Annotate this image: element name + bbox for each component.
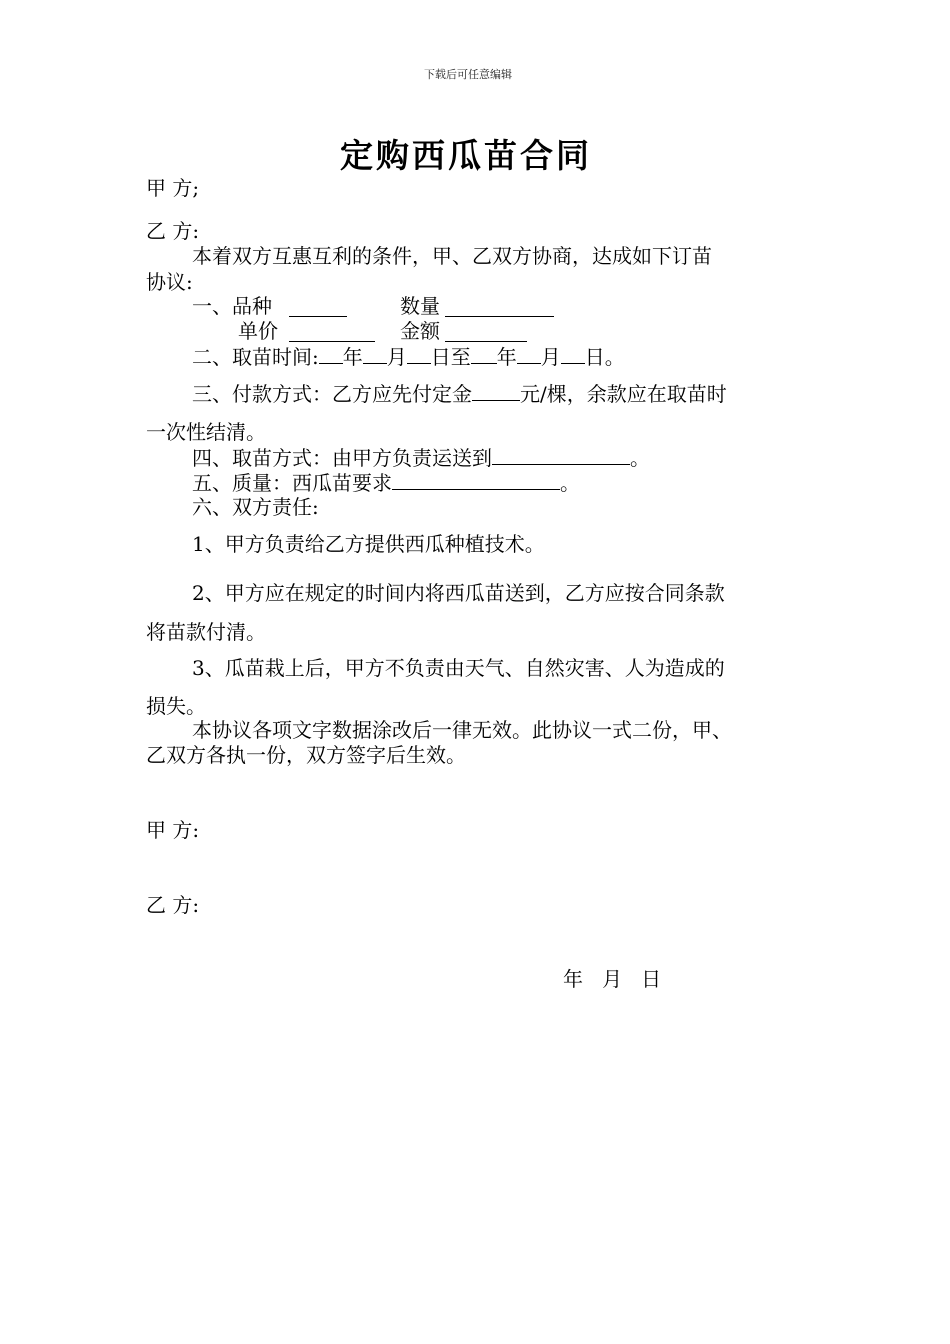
- item6-heading: 六、双方责任:: [192, 495, 319, 519]
- quality-label: 五、质量：西瓜苗要求: [192, 471, 392, 495]
- amount-label: 金额: [400, 319, 440, 343]
- signature-date: 年 月 日: [563, 967, 662, 991]
- payment-label: 三、付款方式：乙方应先付定金: [192, 382, 472, 406]
- item5-line: [192, 471, 580, 495]
- day-end-label: 日。: [584, 345, 625, 369]
- variety-label: 品种: [232, 294, 272, 318]
- quantity-label: 数量: [400, 294, 440, 318]
- year-blank-1: [319, 345, 343, 364]
- intro-line-2: 协议:: [146, 270, 193, 294]
- quality-end: 。: [560, 471, 580, 495]
- month-blank-1: [363, 345, 387, 364]
- quantity-blank: [445, 298, 554, 317]
- day-to-label: 日至: [430, 345, 471, 369]
- month-label-2: 月: [540, 345, 561, 369]
- item3-line-2: 一次性结清。: [146, 420, 266, 444]
- duty-2-line-1: 2、甲方应在规定的时间内将西瓜苗送到，乙方应按合同条款: [192, 581, 725, 605]
- pickup-time-label: 二、取苗时间:: [192, 345, 319, 369]
- unit-price-label: 单价: [238, 319, 278, 343]
- month-label-1: 月: [386, 345, 407, 369]
- duty-3-line-1: 3、瓜苗栽上后，甲方不负责由天气、自然灾害、人为造成的: [192, 656, 725, 680]
- duty-3-line-2: 损失。: [146, 694, 206, 718]
- delivery-end: 。: [630, 446, 650, 470]
- day-blank-2: [561, 345, 585, 364]
- item4-line: [192, 446, 650, 470]
- unit-price-blank: [289, 323, 375, 342]
- closing-line-1: 本协议各项文字数据涂改后一律无效。此协议一式二份，甲、: [192, 718, 732, 742]
- duty-2-line-2: 将苗款付清。: [146, 620, 266, 644]
- delivery-label: 四、取苗方式：由甲方负责运送到: [192, 446, 492, 470]
- signature-party-a: 甲 方:: [146, 818, 200, 842]
- payment-unit: 元/棵，余款应在取苗时: [520, 382, 727, 406]
- party-a-label: 甲 方;: [146, 176, 200, 200]
- item1-number: 一、: [192, 294, 232, 318]
- item2-line: [192, 345, 625, 369]
- year-label-2: 年: [496, 345, 517, 369]
- item1-row1: [192, 294, 272, 318]
- quality-blank: [392, 471, 560, 490]
- month-blank-2: [517, 345, 541, 364]
- document-title: 定购西瓜苗合同: [340, 136, 592, 175]
- year-blank-2: [471, 345, 497, 364]
- page-header: 下载后可任意编辑: [424, 68, 512, 81]
- item3-line-1: [192, 382, 727, 406]
- closing-line-2: 乙双方各执一份，双方签字后生效。: [146, 743, 466, 767]
- duty-1: 1、甲方负责给乙方提供西瓜种植技术。: [192, 532, 545, 556]
- party-b-label: 乙 方:: [146, 219, 200, 243]
- variety-blank: [289, 298, 347, 317]
- delivery-blank: [492, 446, 630, 465]
- amount-blank: [445, 323, 527, 342]
- deposit-blank: [472, 382, 520, 401]
- intro-line-1: 本着双方互惠互利的条件，甲、乙双方协商，达成如下订苗: [192, 244, 712, 268]
- year-label-1: 年: [342, 345, 363, 369]
- day-blank-1: [407, 345, 431, 364]
- signature-party-b: 乙 方:: [146, 893, 200, 917]
